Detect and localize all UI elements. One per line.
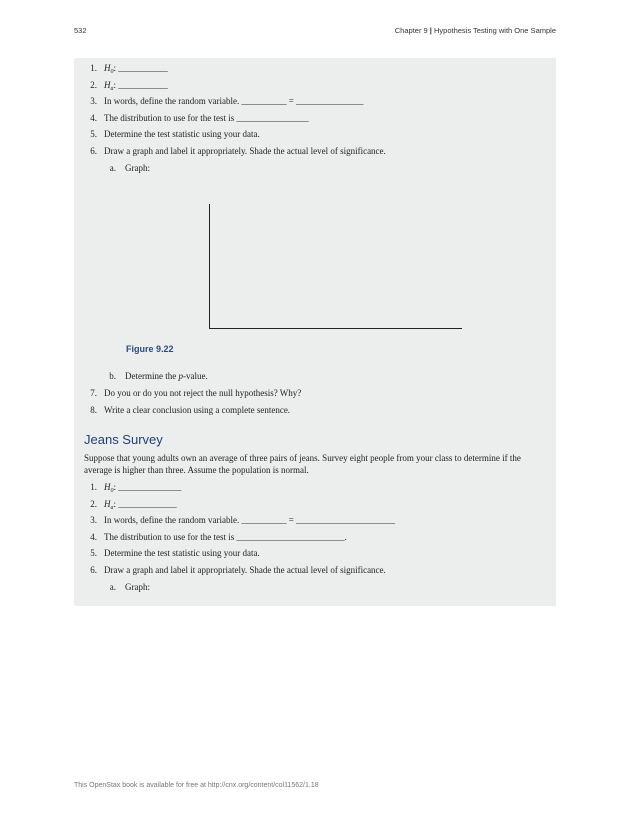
- item-number: 1.: [90, 63, 97, 73]
- item-text: Graph:: [125, 163, 150, 173]
- item-number: 8.: [90, 405, 97, 415]
- item-number: 4.: [90, 113, 97, 123]
- item-letter: b.: [109, 371, 116, 381]
- item-number: 6.: [90, 565, 97, 575]
- item-number: 7.: [90, 388, 97, 398]
- page-number: 532: [74, 26, 87, 35]
- item-number: 5.: [90, 129, 97, 139]
- item-number: 1.: [90, 482, 97, 492]
- item-text: The distribution to use for the test is ________________________.: [104, 532, 347, 542]
- item-number: 3.: [90, 96, 97, 106]
- item-text: In words, define the random variable. __________ = ______________________: [104, 515, 396, 525]
- running-header: [395, 26, 556, 35]
- item-text: Graph:: [125, 582, 150, 592]
- header-separator: |: [427, 26, 434, 35]
- chapter-label: Chapter 9: [394, 26, 428, 35]
- figure-caption: Figure 9.22: [126, 344, 174, 354]
- null-hypothesis-line: $H_0$: ___________: [104, 63, 168, 75]
- item-text: Determine the p-value.: [125, 371, 208, 381]
- item-text: Do you or do you not reject the null hypothesis? Why?: [104, 388, 302, 398]
- problem-paragraph: Suppose that young adults own an average of three pairs of jeans. Survey eight people from your class to determine if the average is higher than three. Assume the population is normal.: [84, 453, 521, 475]
- null-hypothesis-line: $H_0$: ______________: [104, 482, 182, 494]
- alt-hypothesis-line: $H_a$: ___________: [104, 80, 168, 92]
- page-footer: This OpenStax book is available for free at http://cnx.org/content/col11562/1.18: [74, 782, 319, 789]
- item-letter: a.: [109, 582, 116, 592]
- item-number: 5.: [90, 548, 97, 558]
- item-text: Determine the test statistic using your data.: [104, 548, 260, 558]
- item-text: Draw a graph and label it appropriately. Shade the actual level of significance.: [104, 565, 386, 575]
- item-letter: a.: [109, 163, 116, 173]
- item-text: The distribution to use for the test is ________________: [104, 113, 309, 123]
- item-text: Determine the test statistic using your data.: [104, 129, 260, 139]
- item-text: In words, define the random variable. __________ = _______________: [104, 96, 364, 106]
- graph-x-axis: [209, 328, 462, 329]
- section-title: Jeans Survey: [84, 432, 163, 447]
- chapter-title: Hypothesis Testing with One Sample: [433, 26, 556, 35]
- item-text: Write a clear conclusion using a complete sentence.: [104, 405, 291, 415]
- item-number: 3.: [90, 515, 97, 525]
- item-number: 6.: [90, 146, 97, 156]
- graph-y-axis: [209, 204, 210, 329]
- item-number: 4.: [90, 532, 97, 542]
- alt-hypothesis-line: $H_a$: _____________: [104, 499, 177, 511]
- item-number: 2.: [90, 499, 97, 509]
- item-number: 2.: [90, 80, 97, 90]
- item-text: Draw a graph and label it appropriately. Shade the actual level of significance.: [104, 146, 386, 156]
